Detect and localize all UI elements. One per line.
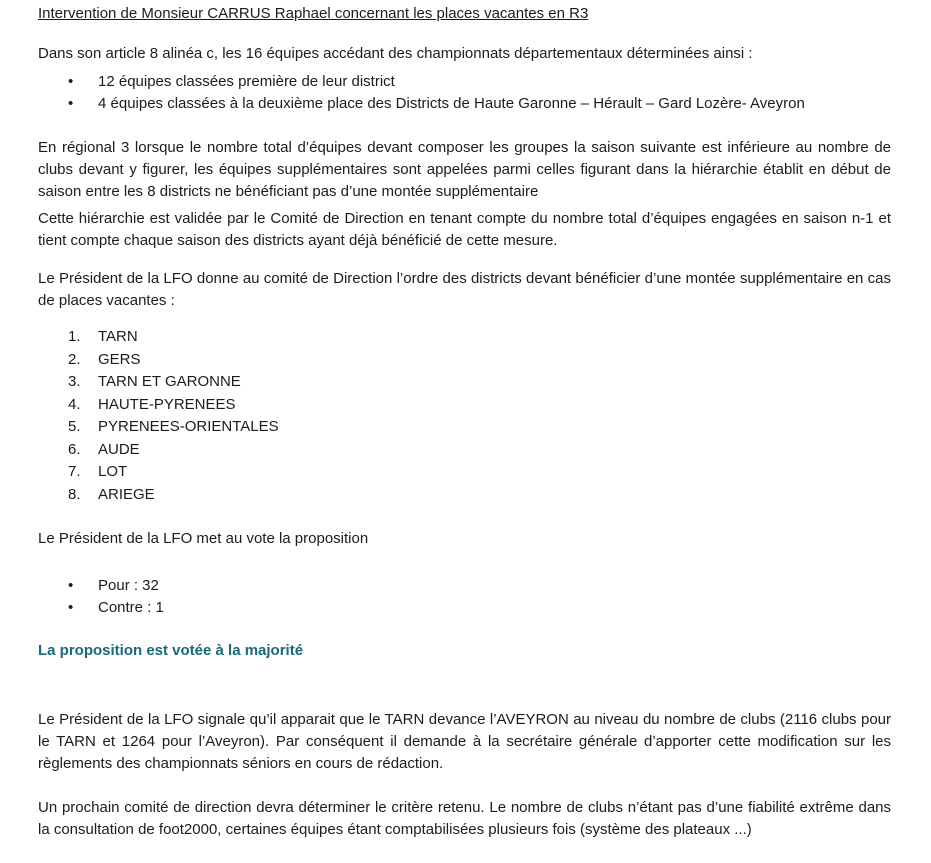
district-number: 4. (68, 395, 81, 413)
district-item (68, 349, 891, 372)
district-name: TARN ET GARONNE (98, 373, 241, 390)
district-name: TARN (98, 328, 138, 345)
president-ordre-paragraph: Le Président de la LFO donne au comité de Direction l’ordre des districts devant bénéficier d’une montée supplémentaire en cas de places vacantes : (38, 270, 891, 309)
vote-result-statement: La proposition est votée à la majorité (38, 642, 304, 659)
bullet-icon: • (68, 73, 74, 90)
district-number: 1. (68, 328, 81, 345)
district-item (68, 326, 891, 349)
district-number: 7. (68, 463, 81, 480)
district-order-list (38, 326, 891, 506)
district-name: AUDE (98, 440, 140, 458)
vote-result-list (38, 575, 891, 619)
district-number: 3. (68, 373, 81, 390)
vote-paragraph: Le Président de la LFO met au vote la proposition (38, 530, 369, 547)
district-number: 8. (68, 485, 81, 503)
district-number: 6. (68, 440, 81, 458)
list-item-text: 4 équipes classées à la deuxième place des Districts de Haute Garonne – Hérault – Gard Lozère- Aveyron (98, 95, 805, 112)
district-item (68, 371, 891, 394)
list-item (68, 93, 891, 115)
bullet-icon: • (68, 95, 74, 112)
document-title: Intervention de Monsieur CARRUS Raphael concernant les places vacantes en R3 (38, 5, 589, 22)
list-item (68, 597, 891, 619)
list-item-text: 12 équipes classées première de leur district (98, 73, 395, 90)
district-item (68, 416, 891, 439)
intro-bullet-list (38, 71, 891, 115)
vote-count-contre: Contre : 1 (98, 599, 164, 616)
district-name: PYRENEES-ORIENTALES (98, 418, 279, 435)
district-item (68, 484, 891, 507)
district-name: LOT (98, 463, 128, 480)
bullet-icon: • (68, 599, 74, 616)
list-item (68, 575, 891, 597)
hierarchie-paragraph: Cette hiérarchie est validée par le Comité de Direction en tenant compte du nombre total d’équipes engagées en saison n-1 et tient compte chaque saison des districts ayant déjà bénéficié de cette mesure. (38, 210, 891, 249)
district-name: HAUTE-PYRENEES (98, 395, 236, 413)
district-name: GERS (98, 350, 141, 368)
regional3-paragraph: En régional 3 lorsque le nombre total d’équipes devant composer les groupes la saison suivante est inférieure au nombre de clubs devant y figurer, les équipes supplémentaires sont appelées parmi celles figurant dans la hiérarchie établit en début de saison entre les 8 districts ne bénéficiant pas d’une montée supplémentaire (38, 139, 891, 200)
district-number: 2. (68, 350, 81, 368)
prochain-comite-paragraph: Un prochain comité de direction devra déterminer le critère retenu. Le nombre de clubs n’étant pas d’une fiabilité extrême dans la consultation de foot2000, certaines équipes étant comptabilisées plusieurs fois (système des plateaux ...) (38, 799, 891, 838)
tarn-aveyron-paragraph: Le Président de la LFO signale qu’il apparait que le TARN devance l’AVEYRON au niveau du nombre de clubs (2116 clubs pour le TARN et 1264 pour l’Aveyron). Par conséquent il demande à la secrétaire générale d’apporter cette modification sur les règlements des championnats séniors en cours de rédaction. (38, 711, 891, 772)
district-name: ARIEGE (98, 485, 155, 503)
bullet-icon: • (68, 577, 74, 594)
district-item (68, 394, 891, 417)
district-item (68, 439, 891, 462)
district-number: 5. (68, 418, 81, 435)
vote-count-pour: Pour : 32 (98, 577, 159, 594)
intro-paragraph: Dans son article 8 alinéa c, les 16 équipes accédant des championnats départementaux déterminées ainsi : (38, 45, 753, 62)
list-item (68, 71, 891, 93)
district-item (68, 461, 891, 484)
